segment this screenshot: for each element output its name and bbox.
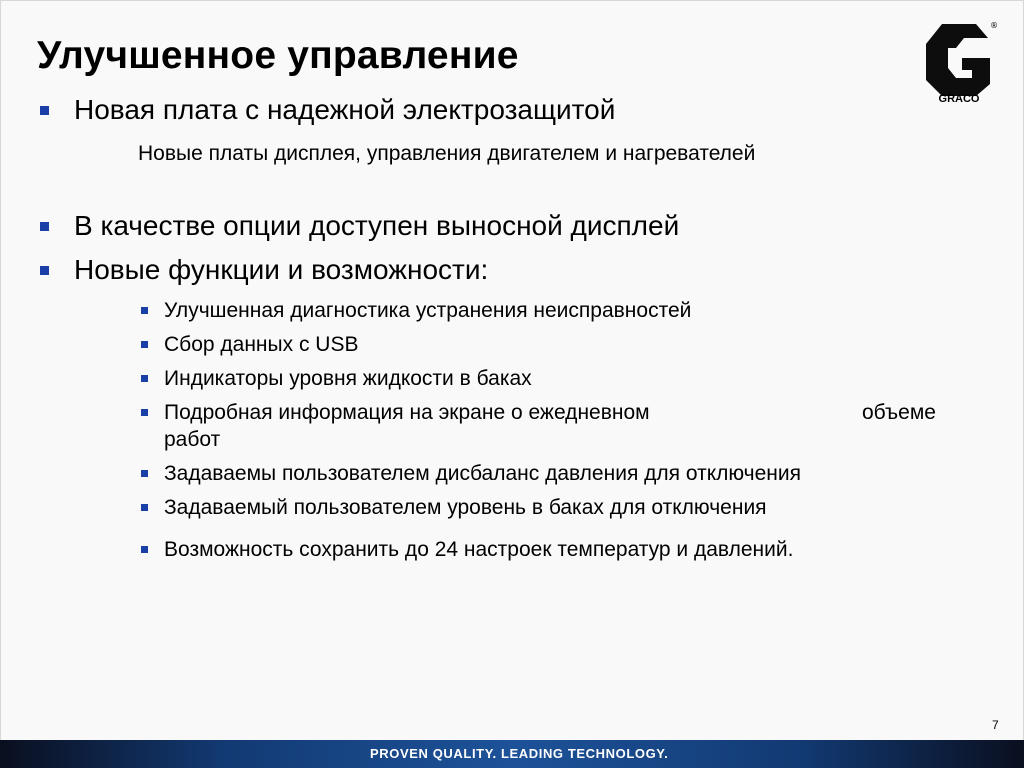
sub-bullet-text: Задаваемы пользователем дисбаланс давления для отключения: [164, 462, 801, 485]
bullet-text: Новые функции и возможности:: [74, 254, 489, 285]
sub-bullet-square: [141, 307, 148, 314]
sub-bullet-square: [141, 470, 148, 477]
sub-bullet-text-cont: объеме: [862, 401, 936, 424]
sub-bullet-text: Улучшенная диагностика устранения неисправностей: [164, 299, 692, 322]
sub-bullet-square: [141, 341, 148, 348]
bullet-square: [40, 266, 49, 275]
bullet-text: Новая плата с надежной электрозащитой: [74, 94, 616, 125]
sub-bullet-square: [141, 409, 148, 416]
sub-bullet-square: [141, 504, 148, 511]
bullet-note: Новые платы дисплея, управления двигателем и нагревателей: [138, 142, 756, 165]
footer-bar: [0, 740, 1024, 768]
sub-bullet-square: [141, 375, 148, 382]
bullet-square: [40, 222, 49, 231]
sub-bullet-text-cont: работ: [164, 428, 221, 451]
page-number: 7: [992, 718, 999, 732]
sub-bullet-text: Возможность сохранить до 24 настроек температур и давлений.: [164, 538, 794, 561]
logo-wordmark: GRACO: [938, 93, 980, 104]
sub-bullet-text: Сбор данных с USB: [164, 333, 359, 356]
slide-title: Улучшенное управление: [37, 34, 519, 77]
sub-bullet-text: Задаваемый пользователем уровень в баках для отключения: [164, 496, 767, 519]
footer-tagline: PROVEN QUALITY. LEADING TECHNOLOGY.: [370, 746, 669, 761]
svg-text:®: ®: [990, 21, 998, 30]
sub-bullet-square: [141, 546, 148, 553]
bullet-text: В качестве опции доступен выносной дисплей: [74, 210, 680, 241]
bullet-square: [40, 106, 49, 115]
sub-bullet-text: Индикаторы уровня жидкости в баках: [164, 367, 532, 390]
graco-logo: [918, 18, 1000, 104]
sub-bullet-text: Подробная информация на экране о ежедневном: [164, 401, 650, 424]
